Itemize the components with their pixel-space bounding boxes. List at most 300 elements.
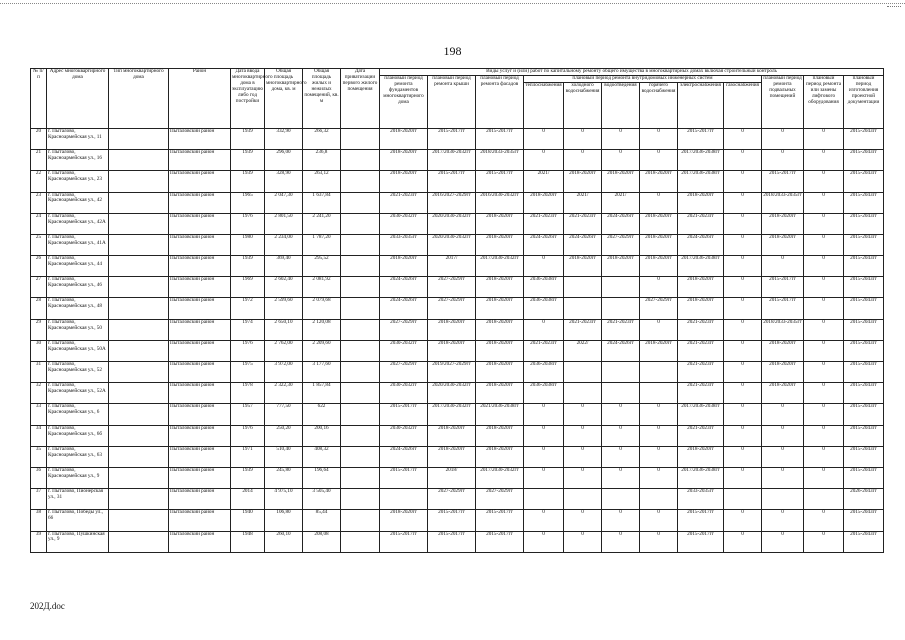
cell-privatization-date — [341, 404, 380, 425]
cell-address: г. Пыталово, Пионерская ул., 31 — [47, 489, 109, 510]
cell-total-area: 2 762,00 — [265, 340, 303, 361]
cell-hot-water: 0 — [640, 510, 678, 531]
cell-facade: 2018-2020гг — [476, 213, 524, 234]
cell-address: г. Пыталово, Красноармейская ул., 42 — [47, 192, 109, 213]
cell-heat — [524, 489, 564, 510]
table-row — [31, 192, 884, 213]
cell-commission-year: 1939 — [231, 467, 265, 488]
cell-house-type — [109, 150, 169, 171]
cell-basement: 0 — [762, 404, 804, 425]
cell-gas: 0 — [724, 171, 762, 192]
cell-house-type — [109, 425, 169, 446]
cell-district: Пыталовский район — [169, 340, 231, 361]
cell-residential-area: 1 637,84 — [303, 192, 341, 213]
cell-residential-area: 2 081,92 — [303, 277, 341, 298]
cell-residential-area: 3 177,60 — [303, 362, 341, 383]
header-privatization-date: Дата приватизации первого жилого помещения — [341, 69, 380, 129]
cell-house-type — [109, 192, 169, 213]
cell-address: г. Пыталово, Красноармейская ул., 9 — [47, 467, 109, 488]
cell-docs: 2015-2043гг — [844, 531, 884, 552]
cell-residential-area: 295,52 — [303, 256, 341, 277]
cell-cold-water: 2018-2020гг — [564, 171, 602, 192]
cell-address: г. Пыталово, Красноармейская ул., 46 — [47, 277, 109, 298]
cell-facade: 2015-2017гг — [476, 171, 524, 192]
cell-electric: 2017/2036-2038гг — [678, 404, 724, 425]
cell-privatization-date — [341, 298, 380, 319]
capital-repair-table — [30, 68, 884, 553]
header-commission-year: Дата ввода многоквартирного дома в эксплуатацию либо год постройки — [231, 69, 265, 129]
cell-foundation: 2024-2026гг — [380, 277, 428, 298]
cell-house-type — [109, 128, 169, 149]
cell-district: Пыталовский район — [169, 425, 231, 446]
cell-address: г. Пыталово, Красноармейская ул., 41А — [47, 234, 109, 255]
header-electric: электроснабжения — [678, 82, 724, 128]
cell-elevator: 0 — [804, 213, 844, 234]
cell-gas: 0 — [724, 234, 762, 255]
cell-sewer: 2024-2026гг — [602, 340, 640, 361]
cell-heat: 0 — [524, 446, 564, 467]
cell-facade: 2015-2017гг — [476, 510, 524, 531]
cell-district: Пыталовский район — [169, 128, 231, 149]
cell-basement: 0 — [762, 256, 804, 277]
cell-docs: 2015-2043гг — [844, 192, 884, 213]
cell-house-type — [109, 404, 169, 425]
table-row — [31, 340, 884, 361]
cell-district: Пыталовский район — [169, 171, 231, 192]
cell-docs: 2015-2043гг — [844, 213, 884, 234]
cell-house-type — [109, 171, 169, 192]
cell-sewer: 0 — [602, 510, 640, 531]
cell-district: Пыталовский район — [169, 404, 231, 425]
cell-commission-year: 1939 — [231, 256, 265, 277]
cell-privatization-date — [341, 446, 380, 467]
header-foundation: плановый период ремонта фундаментов многоквартирного дома — [380, 75, 428, 128]
cell-commission-year: 1969 — [231, 277, 265, 298]
cell-privatization-date — [341, 425, 380, 446]
cell-roof: 2027-2029гг — [428, 277, 476, 298]
cell-house-type — [109, 467, 169, 488]
cell-total-area: 250,20 — [265, 425, 303, 446]
cell-hot-water — [640, 362, 678, 383]
cell-docs: 2015-2043гг — [844, 150, 884, 171]
cell-roof: 2018-2020гг — [428, 340, 476, 361]
cell-total-area: 296,00 — [265, 150, 303, 171]
cell-house-type — [109, 510, 169, 531]
cell-heat: 0 — [524, 319, 564, 340]
cell-facade: 2018-2020гг — [476, 383, 524, 404]
cell-roof: 2018-2020гг — [428, 446, 476, 467]
cell-elevator: 0 — [804, 171, 844, 192]
cell-basement: 2015-2017гг — [762, 171, 804, 192]
cell-district: Пыталовский район — [169, 383, 231, 404]
cell-roof: 2020/2030-2032гг — [428, 383, 476, 404]
cell-facade: 2027-2029гг — [476, 489, 524, 510]
cell-commission-year: 2014 — [231, 489, 265, 510]
cell-district: Пыталовский район — [169, 256, 231, 277]
cell-residential-area: 3 505,40 — [303, 489, 341, 510]
cell-docs: 2015-2043гг — [844, 277, 884, 298]
cell-commission-year: 1948 — [231, 531, 265, 552]
cell-commission-year: 1976 — [231, 213, 265, 234]
table-row — [31, 531, 884, 552]
cell-address: г. Пыталово, Красноармейская ул., 16 — [47, 150, 109, 171]
cell-docs: 2015-2043гг — [844, 298, 884, 319]
cell-cold-water: 0 — [564, 510, 602, 531]
cell-num: 31 — [31, 362, 47, 383]
cell-facade: 2018/2033-2035гг — [476, 150, 524, 171]
header-roof: плановый период ремонта крыши — [428, 75, 476, 128]
cell-electric: 2017/2036-2038гг — [678, 467, 724, 488]
cell-address: г. Пыталово, Красноармейская ул., 63 — [47, 446, 109, 467]
cell-house-type — [109, 213, 169, 234]
table-row — [31, 489, 884, 510]
cell-foundation: 2018-2020гг — [380, 128, 428, 149]
cell-foundation: 2018-2020гг — [380, 150, 428, 171]
header-heat: теплоснабжения — [524, 82, 564, 128]
cell-basement: 2015-2017гг — [762, 298, 804, 319]
cell-docs: 2015-2043гг — [844, 467, 884, 488]
cell-foundation: 2030-2032гг — [380, 425, 428, 446]
cell-heat: 2021-2023гг — [524, 213, 564, 234]
cell-residential-area: 200,16 — [303, 425, 341, 446]
cell-cold-water: 2022/ — [564, 340, 602, 361]
cell-cold-water: 0 — [564, 404, 602, 425]
cell-district: Пыталовский район — [169, 531, 231, 552]
cell-commission-year: 1972 — [231, 298, 265, 319]
cell-roof: 2016/2027-2029гг — [428, 192, 476, 213]
cell-heat: 0 — [524, 128, 564, 149]
capital-repair-table-container — [30, 68, 883, 553]
header-basement: плановый период ремонта подвальных помещений — [762, 75, 804, 128]
cell-num: 33 — [31, 404, 47, 425]
cell-house-type — [109, 362, 169, 383]
cell-district: Пыталовский район — [169, 234, 231, 255]
cell-basement: 2018-2020гг — [762, 383, 804, 404]
cell-docs: 2015-2043гг — [844, 425, 884, 446]
cell-district: Пыталовский район — [169, 192, 231, 213]
cell-hot-water: 0 — [640, 425, 678, 446]
cell-sewer: 2018-2020гг — [602, 171, 640, 192]
cell-electric: 2021-2023гг — [678, 213, 724, 234]
cell-foundation: 2033-2035гг — [380, 234, 428, 255]
cell-residential-area: 2 209,60 — [303, 340, 341, 361]
cell-hot-water: 2027-2029гг — [640, 298, 678, 319]
header-docs: плановый период изготовления проектной документации — [844, 75, 884, 128]
cell-privatization-date — [341, 489, 380, 510]
cell-num: 36 — [31, 467, 47, 488]
cell-foundation: 2018-2020гг — [380, 171, 428, 192]
cell-electric: 2018-2020гг — [678, 277, 724, 298]
cell-facade: 2018-2020гг — [476, 425, 524, 446]
cell-roof: 2020/2030-2032гг — [428, 213, 476, 234]
cell-gas: 0 — [724, 383, 762, 404]
cell-privatization-date — [341, 467, 380, 488]
cell-residential-area: 2 079,68 — [303, 298, 341, 319]
table-row — [31, 383, 884, 404]
cell-privatization-date — [341, 128, 380, 149]
cell-sewer: 0 — [602, 404, 640, 425]
cell-residential-area: 408,32 — [303, 446, 341, 467]
cell-residential-area: 622 — [303, 404, 341, 425]
cell-heat: 0 — [524, 531, 564, 552]
cell-docs: 2015-2043гг — [844, 404, 884, 425]
cell-basement — [762, 489, 804, 510]
cell-electric: 2021-2023гг — [678, 340, 724, 361]
table-row — [31, 256, 884, 277]
cell-commission-year: 1974 — [231, 319, 265, 340]
header-elevator: плановый период ремонта или замены лифтового оборудования — [804, 75, 844, 128]
cell-hot-water: 2018-2020гг — [640, 340, 678, 361]
cell-house-type — [109, 531, 169, 552]
cell-address: г. Пыталово, Красноармейская ул., 23 — [47, 171, 109, 192]
table-row — [31, 467, 884, 488]
cell-hot-water: 0 — [640, 467, 678, 488]
cell-roof: 2020/2030-2032гг — [428, 234, 476, 255]
cell-commission-year: 1975 — [231, 362, 265, 383]
header-facade: плановый период ремонта фасадов — [476, 75, 524, 128]
cell-house-type — [109, 383, 169, 404]
cell-gas: 0 — [724, 510, 762, 531]
cell-address: г. Пыталово, Победы ул., 66 — [47, 510, 109, 531]
cell-facade: 2018-2020гг — [476, 298, 524, 319]
table-row — [31, 150, 884, 171]
cell-hot-water: 0 — [640, 319, 678, 340]
cell-num: 39 — [31, 531, 47, 552]
cell-privatization-date — [341, 192, 380, 213]
cell-roof: 2015-2017гг — [428, 171, 476, 192]
cell-docs: 2026-2043гг — [844, 489, 884, 510]
cell-cold-water: 2024-2026гг — [564, 234, 602, 255]
cell-residential-area: 2 241,20 — [303, 213, 341, 234]
cell-cold-water: 2018-2020гг — [564, 256, 602, 277]
cell-facade: 2015-2017гг — [476, 128, 524, 149]
table-row — [31, 425, 884, 446]
cell-total-area: 2 801,50 — [265, 213, 303, 234]
cell-hot-water: 0 — [640, 277, 678, 298]
cell-house-type — [109, 446, 169, 467]
table-body — [31, 128, 884, 552]
cell-docs: 2015-2043гг — [844, 383, 884, 404]
cell-basement: 2018-2020гг — [762, 213, 804, 234]
cell-electric: 2021-2023гг — [678, 383, 724, 404]
cell-num: 24 — [31, 213, 47, 234]
cell-foundation: 2030-2032гг — [380, 213, 428, 234]
cell-privatization-date — [341, 213, 380, 234]
cell-elevator: 0 — [804, 383, 844, 404]
cell-roof: 2017/ — [428, 256, 476, 277]
cell-district: Пыталовский район — [169, 446, 231, 467]
header-cold-water: холодного водоснабжения — [564, 82, 602, 128]
cell-gas: 0 — [724, 340, 762, 361]
cell-sewer: 2018-2020гг — [602, 256, 640, 277]
cell-basement: 2018-2020гг — [762, 234, 804, 255]
cell-foundation: 2015-2017гг — [380, 404, 428, 425]
cell-total-area: 369,40 — [265, 256, 303, 277]
cell-docs: 2015-2043гг — [844, 510, 884, 531]
cell-cold-water: 0 — [564, 467, 602, 488]
cell-hot-water: 0 — [640, 404, 678, 425]
cell-heat: 2024-2026гг — [524, 234, 564, 255]
cell-roof: 2017/2030-2032гг — [428, 404, 476, 425]
cell-total-area: 106,80 — [265, 510, 303, 531]
cell-district: Пыталовский район — [169, 510, 231, 531]
cell-privatization-date — [341, 362, 380, 383]
cell-cold-water — [564, 277, 602, 298]
table-row — [31, 171, 884, 192]
cell-docs: 2015-2043гг — [844, 319, 884, 340]
page-number: 198 — [443, 44, 462, 58]
cell-num: 29 — [31, 319, 47, 340]
cell-foundation — [380, 489, 428, 510]
table-row — [31, 510, 884, 531]
cell-num: 34 — [31, 425, 47, 446]
cell-basement: 0 — [762, 425, 804, 446]
cell-cold-water: 0 — [564, 425, 602, 446]
cell-facade: 2018-2020гг — [476, 319, 524, 340]
table-row — [31, 234, 884, 255]
cell-sewer: 0 — [602, 425, 640, 446]
cell-num: 38 — [31, 510, 47, 531]
header-house-type: Тип многоквартирного дома — [109, 69, 169, 129]
cell-hot-water: 0 — [640, 446, 678, 467]
cell-elevator: 0 — [804, 256, 844, 277]
cell-total-area: 2 234,00 — [265, 234, 303, 255]
cell-commission-year: 1976 — [231, 425, 265, 446]
cell-privatization-date — [341, 383, 380, 404]
cell-elevator: 0 — [804, 510, 844, 531]
cell-facade: 2021/2036-2038гг — [476, 404, 524, 425]
cell-total-area: 777,50 — [265, 404, 303, 425]
cell-residential-area: 236,8 — [303, 150, 341, 171]
cell-sewer: 0 — [602, 150, 640, 171]
cell-address: г. Пыталово, Красноармейская ул., 50А — [47, 340, 109, 361]
header-district: Район — [169, 69, 231, 129]
cell-heat: 2036-2038гг — [524, 298, 564, 319]
cell-electric: 2015-2017гг — [678, 531, 724, 552]
cell-sewer — [602, 362, 640, 383]
cell-elevator: 0 — [804, 404, 844, 425]
cell-cold-water: 0 — [564, 150, 602, 171]
table-row — [31, 404, 884, 425]
table-row — [31, 446, 884, 467]
cell-cold-water: 0 — [564, 128, 602, 149]
cell-gas: 0 — [724, 213, 762, 234]
cell-num: 32 — [31, 383, 47, 404]
cell-basement: 2018-2020гг — [762, 340, 804, 361]
cell-docs: 2015-2043гг — [844, 256, 884, 277]
cell-docs: 2015-2043гг — [844, 171, 884, 192]
cell-commission-year: 1940 — [231, 510, 265, 531]
cell-docs: 2015-2043гг — [844, 340, 884, 361]
cell-privatization-date — [341, 234, 380, 255]
table-row — [31, 213, 884, 234]
cell-foundation: 2027-2029гг — [380, 319, 428, 340]
cell-commission-year: 1939 — [231, 150, 265, 171]
cell-address: г. Пыталово, Красноармейская ул., 50 — [47, 319, 109, 340]
cell-elevator: 0 — [804, 150, 844, 171]
cell-electric: 2017/2036-2038гг — [678, 150, 724, 171]
cell-facade: 2015-2017гг — [476, 531, 524, 552]
cell-sewer — [602, 383, 640, 404]
cell-gas: 0 — [724, 362, 762, 383]
cell-address: г. Пыталово, Красноармейская ул., 52А — [47, 383, 109, 404]
cell-basement: 0 — [762, 531, 804, 552]
cell-foundation: 2015-2017гг — [380, 467, 428, 488]
cell-basement: 2015-2017гг — [762, 277, 804, 298]
cell-sewer: 2024-2026гг — [602, 213, 640, 234]
table-row — [31, 298, 884, 319]
cell-hot-water — [640, 383, 678, 404]
cell-total-area: 2 599,60 — [265, 298, 303, 319]
cell-facade: 2016/2030-2032гг — [476, 192, 524, 213]
cell-basement: 2018/2033-2035гг — [762, 319, 804, 340]
cell-hot-water — [640, 489, 678, 510]
cell-privatization-date — [341, 150, 380, 171]
cell-elevator: 0 — [804, 446, 844, 467]
cell-total-area: 2 650,10 — [265, 319, 303, 340]
cell-gas: 0 — [724, 319, 762, 340]
cell-gas: 0 — [724, 531, 762, 552]
table-row — [31, 128, 884, 149]
cell-roof: 2015-2017гг — [428, 510, 476, 531]
cell-residential-area: 263,12 — [303, 171, 341, 192]
cell-docs: 2015-2043гг — [844, 446, 884, 467]
cell-facade: 2018-2020гг — [476, 446, 524, 467]
cell-cold-water: 2021-2023гг — [564, 319, 602, 340]
scan-top-dotted-line — [0, 3, 905, 5]
cell-elevator: 0 — [804, 234, 844, 255]
cell-num: 35 — [31, 446, 47, 467]
document-filename: 202Д.doc — [30, 601, 65, 611]
cell-facade: 2017/2030-2032гг — [476, 256, 524, 277]
cell-sewer — [602, 277, 640, 298]
cell-sewer: 0 — [602, 446, 640, 467]
cell-privatization-date — [341, 531, 380, 552]
cell-num: 25 — [31, 234, 47, 255]
cell-gas: 0 — [724, 256, 762, 277]
cell-district: Пыталовский район — [169, 489, 231, 510]
cell-house-type — [109, 277, 169, 298]
cell-num: 28 — [31, 298, 47, 319]
cell-commission-year: 1971 — [231, 446, 265, 467]
cell-roof: 2027-2029гг — [428, 298, 476, 319]
cell-heat: 0 — [524, 256, 564, 277]
cell-sewer: 2021/ — [602, 192, 640, 213]
cell-sewer — [602, 298, 640, 319]
cell-foundation: 2030-2032гг — [380, 340, 428, 361]
cell-elevator: 0 — [804, 319, 844, 340]
cell-docs: 2015-2043гг — [844, 128, 884, 149]
cell-elevator: 0 — [804, 298, 844, 319]
cell-docs: 2015-2043гг — [844, 362, 884, 383]
cell-house-type — [109, 319, 169, 340]
cell-basement: 0 — [762, 446, 804, 467]
cell-privatization-date — [341, 277, 380, 298]
cell-district: Пыталовский район — [169, 277, 231, 298]
cell-sewer: 0 — [602, 128, 640, 149]
cell-residential-area: 266,32 — [303, 128, 341, 149]
header-gas: газоснабжения — [724, 82, 762, 128]
cell-total-area: 332,90 — [265, 128, 303, 149]
cell-hot-water: 2018-2020гг — [640, 171, 678, 192]
cell-hot-water: 0 — [640, 150, 678, 171]
cell-foundation: 2018-2020гг — [380, 510, 428, 531]
table-row — [31, 277, 884, 298]
cell-gas: 0 — [724, 446, 762, 467]
cell-address: г. Пыталово, Красноармейская ул., 52 — [47, 362, 109, 383]
cell-num: 37 — [31, 489, 47, 510]
cell-district: Пыталовский район — [169, 213, 231, 234]
